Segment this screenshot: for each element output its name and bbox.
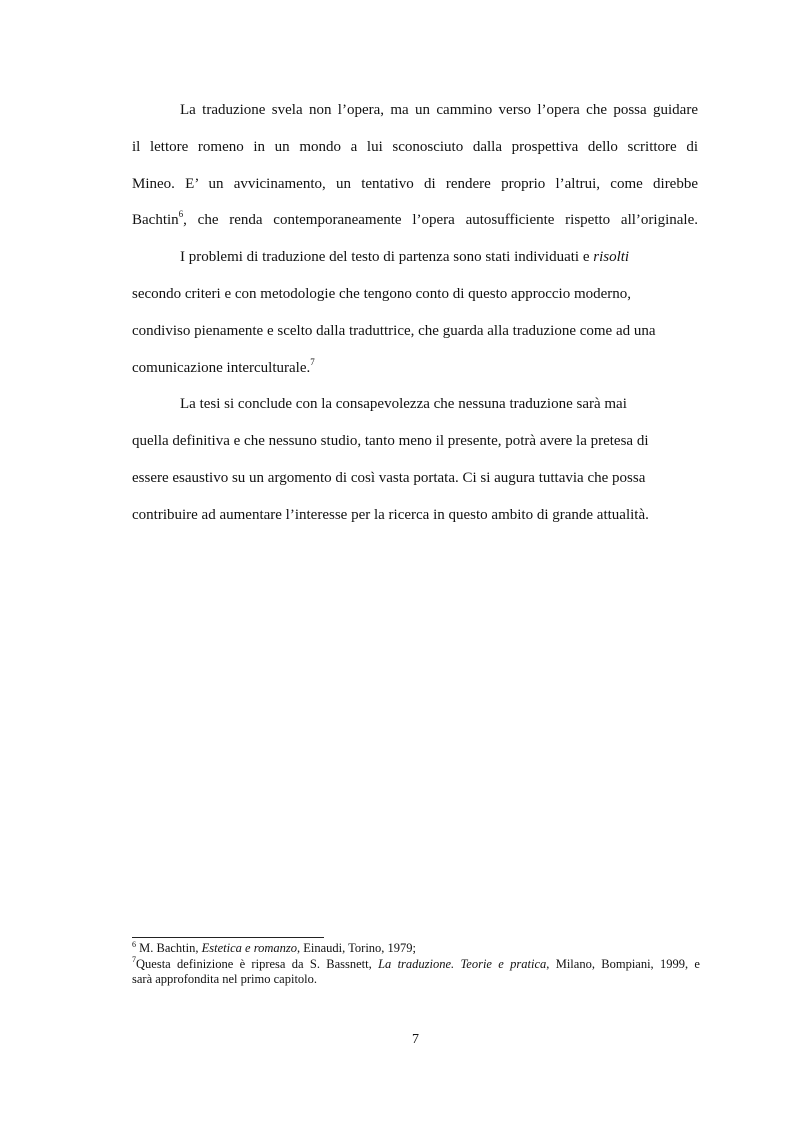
- paragraph-2: [132, 239, 698, 386]
- paragraph-2-line-1: [132, 239, 698, 276]
- paragraph-3-line-1: La tesi si conclude con la consapevolezza che nessuna traduzione sarà mai: [180, 396, 627, 413]
- footnote-7-title: La traduzione. Teorie e pratica: [378, 956, 547, 971]
- footnote-7-after-title: , Milano, Bompiani, 1999, e: [546, 956, 700, 971]
- paragraph-2-line-1-text: I problemi di traduzione del testo di partenza sono stati individuati e: [180, 249, 594, 266]
- footnote-ref-6: 6: [178, 209, 184, 220]
- paragraph-1-line-2: il lettore romeno in un mondo a lui sconosciuto dalla prospettiva dello scrittore di: [132, 138, 698, 155]
- footnote-6-title: Estetica e romanzo: [201, 941, 297, 955]
- footnote-divider: [132, 937, 324, 938]
- paragraph-1-line-4: [132, 202, 698, 239]
- paragraph-1-line-3: Mineo. E’ un avvicinamento, un tentativo di rendere proprio l’altrui, come direbbe: [132, 175, 698, 192]
- page-number: 7: [412, 1032, 419, 1047]
- footnotes: [132, 941, 700, 988]
- paragraph-1: [132, 92, 698, 239]
- footnote-6-before-title: M. Bachtin,: [136, 941, 202, 955]
- paragraph-3-line-4: contribuire ad aumentare l’interesse per la ricerca in questo ambito di grande attualità.: [132, 506, 649, 523]
- footnote-6-after-title: , Einaudi, Torino, 1979;: [296, 941, 417, 955]
- paragraph-2-line-3: condiviso pienamente e scelto dalla traduttrice, che guarda alla traduzione come ad una: [132, 322, 656, 339]
- footnote-number-6: 6: [132, 939, 136, 949]
- paragraph-1-line-4-rest: , che renda contemporaneamente l’opera autosufficiente rispetto all’originale.: [183, 212, 698, 229]
- footnote-7: [132, 957, 700, 973]
- paragraph-2-line-4-text: comunicazione interculturale.: [132, 359, 311, 376]
- footnote-7-before-title: Questa definizione è ripresa da S. Bassnett,: [136, 956, 379, 971]
- footnote-ref-7: 7: [310, 356, 315, 367]
- paragraph-3-line-2: quella definitiva e che nessuno studio, tanto meno il presente, potrà avere la pretesa di: [132, 433, 649, 450]
- paragraph-3-line-3: essere esaustivo su un argomento di così vasta portata. Ci si augura tuttavia che possa: [132, 469, 646, 486]
- footnote-6: [132, 941, 700, 957]
- author-name: Bachtin: [132, 212, 179, 229]
- italic-term: risolti: [593, 249, 630, 266]
- footnote-number-7: 7: [132, 955, 136, 965]
- body-text: [132, 92, 698, 534]
- footnote-7-continuation: sarà approfondita nel primo capitolo.: [132, 972, 318, 986]
- paragraph-1-line-1: La traduzione svela non l’opera, ma un cammino verso l’opera che possa guidare: [180, 102, 698, 118]
- paragraph-2-line-2: secondo criteri e con metodologie che tengono conto di questo approccio moderno,: [132, 285, 632, 302]
- paragraph-3: [132, 386, 698, 533]
- paragraph-2-line-4: [132, 350, 698, 387]
